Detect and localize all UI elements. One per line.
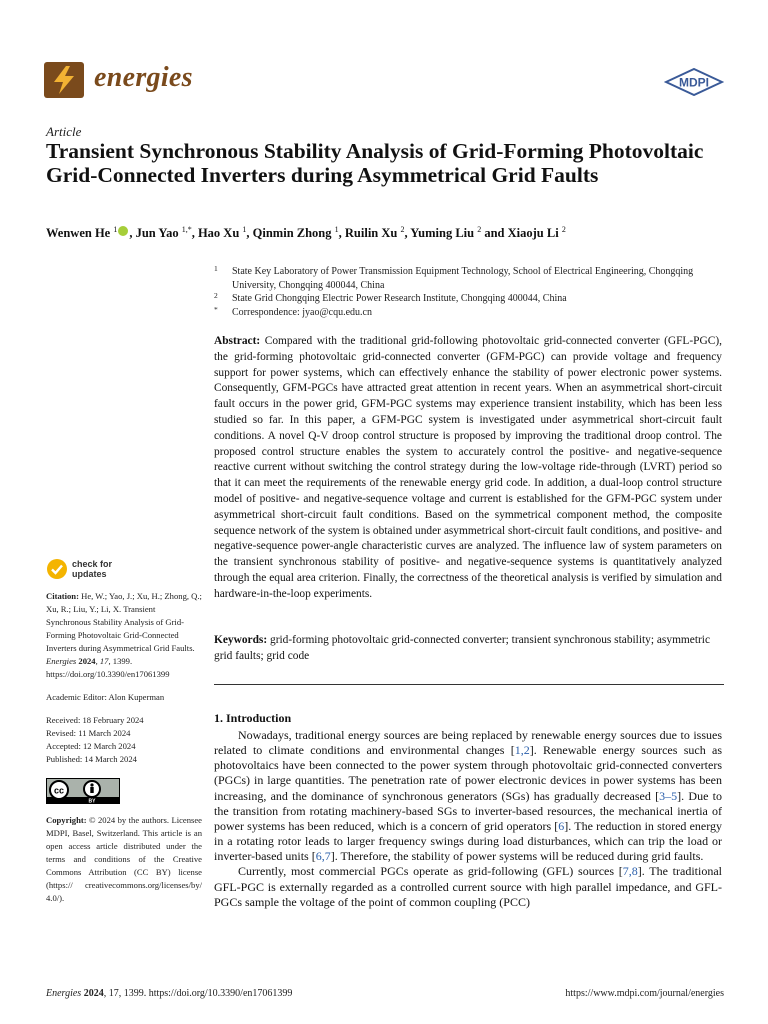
- copyright-text: © 2024 by the authors. Licensee MDPI, Basel, Switzerland. This article is an open access article distributed under the terms and conditions of the Creative Commons Attribution (CC BY) license (https:// creativecommons.org/licenses/by/ 4.0/).: [46, 815, 202, 903]
- keywords-text: grid-forming photovoltaic grid-connected converter; transient synchronous stability; asymmetric grid faults; grid code: [214, 634, 711, 662]
- citation-text: He, W.; Yao, J.; Xu, H.; Zhong, Q.; Xu, R.; Liu, Y.; Li, X. Transient Synchronous Stability Analysis of Grid-Forming Photovoltaic Grid-Connected Inverters during Asymmetrical Grid Faults.: [46, 591, 202, 653]
- intro-paragraph-1: [214, 728, 722, 864]
- affiliations: [212, 265, 732, 319]
- author-name[interactable]: Xiaoju Li: [507, 226, 562, 241]
- divider: [214, 684, 724, 685]
- abstract: [214, 334, 722, 603]
- affiliation-text: State Key Laboratory of Power Transmission Equipment Technology, School of Electrical Engineering, Chongqing University, Chongqing 400044, China: [232, 266, 694, 291]
- keywords-label: Keywords:: [214, 634, 268, 646]
- author-name[interactable]: Jun Yao: [135, 226, 182, 241]
- author-name[interactable]: Hao Xu: [197, 226, 243, 241]
- affiliation-item: [212, 265, 732, 292]
- published-date: Published: 14 March 2024: [46, 754, 137, 764]
- check-label-2: updates: [72, 569, 107, 579]
- check-for-updates-icon: [46, 558, 68, 580]
- journal-header: [44, 60, 724, 100]
- paragraph-text: Nowadays, traditional energy sources are being replaced by renewable energy sources due to issues related to climate conditions and environmental changes [: [214, 728, 722, 758]
- reference-link[interactable]: 1,2: [514, 743, 530, 758]
- paragraph-text: Currently, most commercial PGCs operate as grid-following (GFL) sources [: [238, 864, 623, 879]
- accepted-date: Accepted: 12 March 2024: [46, 741, 136, 751]
- copyright-notice: [46, 814, 202, 905]
- citation-doi[interactable]: , 1399. https://doi.org/10.3390/en17061399: [46, 656, 170, 679]
- academic-editor: Academic Editor: Alon Kuperman: [46, 692, 165, 702]
- paragraph-text: ]. Due to the transition from rotating machinery-based SGs to inverter-based resources, the mechanical inertia of power systems has been reduced, which is a concern of grid operators [: [214, 788, 722, 833]
- publisher-name: MDPI: [679, 75, 709, 90]
- section-heading: 1. Introduction: [214, 711, 292, 725]
- affiliation-number: 2: [214, 291, 218, 300]
- affiliation-item: [212, 292, 732, 306]
- footer-doi[interactable]: , 17, 1399. https://doi.org/10.3390/en17061399: [103, 988, 293, 999]
- citation-journal: Energies: [46, 656, 77, 666]
- article-title: Transient Synchronous Stability Analysis of Grid-Forming Photovoltaic Grid-Connected Inverters during Asymmetrical Grid Faults: [46, 139, 704, 187]
- author-list: Wenwen He $^1$ , Jun Yao $^{1,*}$, Hao Xu $^1$, Qinmin Zhong $^1$, Ruilin Xu $^2$, Yuming Liu $^2$ and Xiaoju Li $^2$: [46, 225, 566, 241]
- svg-text:cc: cc: [53, 785, 65, 796]
- orcid-icon[interactable]: [118, 226, 128, 236]
- citation-year: 2024: [78, 656, 96, 666]
- author-affiliation-marker: 1: [113, 225, 118, 234]
- affiliation-number: 1: [214, 264, 218, 273]
- reference-link[interactable]: 7,8: [622, 864, 638, 879]
- received-date: Received: 18 February 2024: [46, 715, 144, 725]
- affiliation-number: *: [214, 304, 218, 314]
- author-affiliation-marker: 1: [242, 225, 247, 234]
- mdpi-logo-icon: [664, 68, 724, 96]
- svg-text:BY: BY: [88, 798, 96, 804]
- cc-by-license-icon[interactable]: [46, 778, 120, 804]
- journal-name: energies: [94, 62, 193, 93]
- citation: Citation: He, W.; Yao, J.; Xu, H.; Zhong, Q.; Xu, R.; Liu, Y.; Li, X. Transient Synchronous Stability Analysis of Grid-Forming Photovoltaic Grid-Connected Inverters during Asymmetrical Grid Faults. Energies 2024, 17, 1399. https://doi.org/10.3390/en17061399: [46, 591, 202, 679]
- citation-label: Citation:: [46, 591, 79, 601]
- footer-year: 2024: [83, 988, 104, 999]
- article-info-sidebar: [46, 558, 202, 915]
- revised-date: Revised: 11 March 2024: [46, 728, 131, 738]
- author-affiliation-marker: 2: [400, 225, 405, 234]
- energies-logo-icon: [44, 62, 84, 98]
- author-affiliation-marker: 1: [334, 225, 339, 234]
- author-name[interactable]: Wenwen He: [46, 226, 114, 241]
- footer-journal-url[interactable]: https://www.mdpi.com/journal/energies: [565, 988, 724, 999]
- author-affiliation-marker: 2: [477, 225, 482, 234]
- affiliation-text: Correspondence: jyao@cqu.edu.cn: [232, 306, 372, 318]
- reference-link[interactable]: 6: [558, 818, 565, 833]
- check-label-1: check for: [72, 559, 113, 569]
- reference-link[interactable]: 6,7: [315, 849, 331, 864]
- paragraph-text: ]. Therefore, the stability of power systems will be reduced during grid faults.: [330, 849, 704, 864]
- copyright-label: Copyright:: [46, 815, 87, 825]
- dates: [46, 714, 202, 766]
- footer-citation: [46, 988, 292, 999]
- author-affiliation-marker: 2: [561, 225, 566, 234]
- intro-paragraph-2: [214, 864, 722, 909]
- author-name[interactable]: Ruilin Xu: [344, 226, 401, 241]
- check-for-updates-button[interactable]: [46, 558, 202, 582]
- abstract-label: Abstract:: [214, 335, 261, 347]
- article-type: Article: [46, 124, 82, 139]
- affiliation-text: State Grid Chongqing Electric Power Research Institute, Chongqing 400044, China: [232, 293, 567, 304]
- abstract-text: Compared with the traditional grid-following photovoltaic grid-connected converter (GFL-PGC), the grid-forming photovoltaic grid-connected converter (GFM-PGC) can provide voltage and frequency support for power systems, which can effectively enhance the stability of power electronic power systems. Consequently, GFM-PGCs have attracted great attention in recent years. When an asymmetrical short-circuit fault occurs in the power grid, GFM-PGC systems may experience transient instability, which has been less studied so far. In this paper, a GFM-PGC system is investigated under asymmetrical short-circuit fault conditions. A novel Q-V droop control structure is proposed by improving the traditional droop control. The proposed control structure enables the system to accurately control the positive- and negative-sequence reactive current without switching the control strategy during the low-voltage ride-through (LVRT) period so that it can meet the requirements of the renewable energy grid code. In addition, a dual-loop control structure model of positive- and negative-sequence voltage and current is established for the GFM-PGC system under asymmetrical short-circuit fault conditions. Based on the symmetrical component method, the composite sequence network of the system is obtained under asymmetrical short-circuit fault conditions, and positive- and negative-sequence power-angle characteristic curves are analyzed. The influence law of system parameters on the transient synchronous stability of positive- and negative-sequence systems is quantitatively analyzed through the equal area criterion. Finally, the correctness of the theoretical analysis is verified by simulation and hardware-in-the-loop experiments.: [214, 335, 722, 600]
- author-name[interactable]: Qinmin Zhong: [252, 226, 335, 241]
- footer-journal: Energies: [46, 988, 82, 999]
- author-affiliation-marker: 1,*: [181, 225, 192, 234]
- reference-link[interactable]: 3–5: [659, 788, 678, 803]
- paragraph-text: ]. The reduction in stored energy in a rotating rotor leads to larger frequency swings during load disturbances, which can trip the load or inverter-based units [: [214, 818, 723, 864]
- introduction-body: [214, 728, 722, 910]
- citation-volume: 17: [99, 656, 109, 666]
- keywords: [214, 633, 722, 665]
- paragraph-text: ]. Renewable energy sources such as photovoltaics have been connected to the power system through photovoltaic grid-connected converters (PGCs) in large quantities. The penetration rate of power electronic devices in power systems has been increasing, and the dominance of synchronous generators (SGs) has gradually decreased [: [214, 743, 722, 803]
- affiliation-item: [212, 306, 732, 320]
- author-name[interactable]: Yuming Liu: [410, 226, 478, 241]
- paragraph-text: ]. The traditional GFL-PGC is externally regarded as a controlled current source with high parallel impedance, and GFL-PGCs sample the voltage of the point of common coupling (PCC): [214, 864, 722, 909]
